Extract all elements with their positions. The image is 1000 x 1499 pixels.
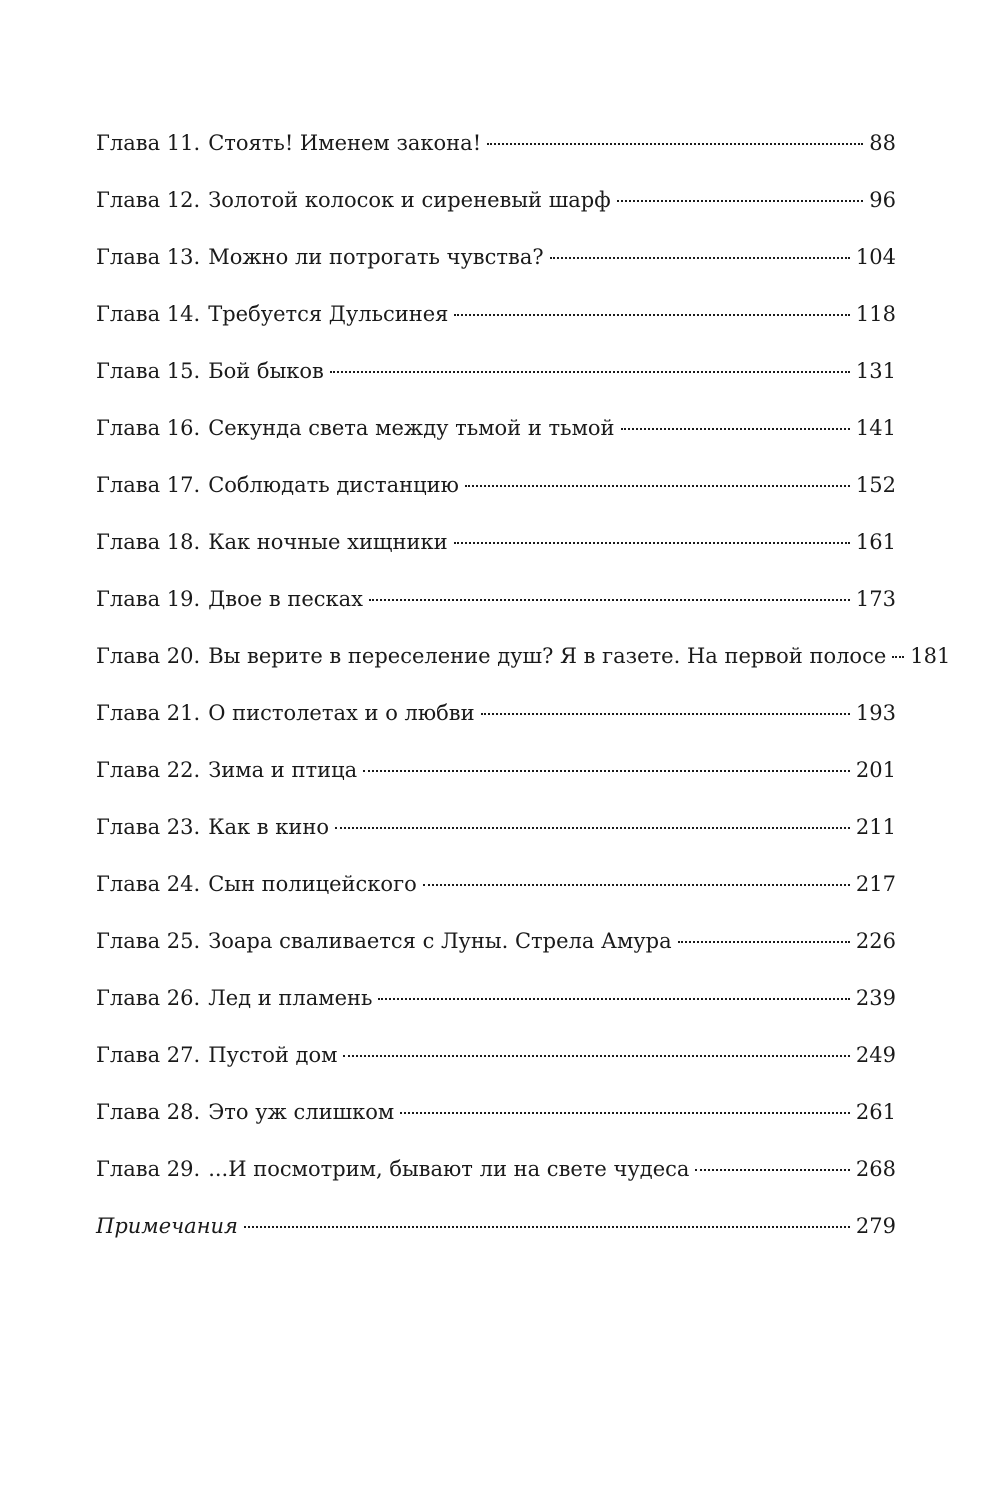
chapter-label: Глава 19. <box>96 587 201 611</box>
chapter-label: Глава 27. <box>96 1043 201 1067</box>
toc-entry <box>96 755 896 812</box>
page-number: 173 <box>855 587 896 611</box>
page-number: 217 <box>855 872 896 896</box>
page-number: 239 <box>855 986 896 1010</box>
dot-leader <box>378 998 849 1000</box>
dot-leader <box>335 827 850 829</box>
chapter-title: Вы верите в переселение душ? Я в газете. На первой полосе <box>208 644 887 668</box>
toc-entry <box>96 812 896 869</box>
chapter-label: Глава 29. <box>96 1157 201 1181</box>
chapter-label: Глава 22. <box>96 758 201 782</box>
page-number: 226 <box>855 929 896 953</box>
chapter-title: ...И посмотрим, бывают ли на свете чудеса <box>208 1157 690 1181</box>
dot-leader <box>678 941 850 943</box>
dot-leader <box>465 485 850 487</box>
chapter-title: Зима и птица <box>208 758 358 782</box>
dot-leader <box>481 713 850 715</box>
chapter-title: Золотой колосок и сиреневый шарф <box>208 188 611 212</box>
chapter-title: Можно ли потрогать чувства? <box>208 245 544 269</box>
dot-leader <box>363 770 850 772</box>
dot-leader <box>423 884 850 886</box>
page-number: 141 <box>855 416 896 440</box>
dot-leader <box>454 314 849 316</box>
toc-entry <box>96 128 896 185</box>
chapter-label: Глава 20. <box>96 644 201 668</box>
chapter-label: Глава 15. <box>96 359 201 383</box>
toc-entry <box>96 356 896 413</box>
dot-leader <box>454 542 850 544</box>
page-number: 152 <box>855 473 896 497</box>
chapter-label: Глава 24. <box>96 872 201 896</box>
notes-title: Примечания <box>96 1214 238 1238</box>
table-of-contents <box>96 128 951 1268</box>
toc-entry <box>96 242 896 299</box>
chapter-title: Как в кино <box>208 815 330 839</box>
dot-leader <box>330 371 850 373</box>
dot-leader <box>621 428 850 430</box>
chapter-title: Соблюдать дистанцию <box>208 473 459 497</box>
page-number: 96 <box>869 188 896 212</box>
chapter-label: Глава 16. <box>96 416 201 440</box>
page-number: 118 <box>855 302 896 326</box>
dot-leader <box>550 257 850 259</box>
chapter-title: Как ночные хищники <box>208 530 448 554</box>
page-number: 268 <box>855 1157 896 1181</box>
toc-entry <box>96 527 896 584</box>
dot-leader <box>617 200 864 202</box>
toc-entry <box>96 926 896 983</box>
chapter-title: Сын полицейского <box>208 872 417 896</box>
dot-leader <box>343 1055 849 1057</box>
chapter-title: Двое в песках <box>208 587 364 611</box>
toc-entry-notes <box>96 1211 896 1268</box>
toc-entry <box>96 869 896 926</box>
page-number: 104 <box>855 245 896 269</box>
chapter-title: Лед и пламень <box>208 986 373 1010</box>
chapter-title: О пистолетах и о любви <box>208 701 475 725</box>
toc-entry <box>96 470 896 527</box>
toc-entry <box>96 1154 896 1211</box>
chapter-label: Глава 13. <box>96 245 201 269</box>
dot-leader <box>244 1226 850 1228</box>
toc-entry <box>96 299 896 356</box>
page-number: 161 <box>855 530 896 554</box>
chapter-label: Глава 23. <box>96 815 201 839</box>
chapter-label: Глава 11. <box>96 131 201 155</box>
chapter-title: Секунда света между тьмой и тьмой <box>208 416 615 440</box>
chapter-label: Глава 28. <box>96 1100 201 1124</box>
toc-entry <box>96 698 896 755</box>
page-number: 181 <box>910 644 951 668</box>
toc-entry <box>96 983 896 1040</box>
page-number: 131 <box>855 359 896 383</box>
dot-leader <box>487 143 863 145</box>
page-number: 88 <box>869 131 896 155</box>
page-number: 193 <box>855 701 896 725</box>
chapter-title: Это уж слишком <box>208 1100 395 1124</box>
page-number: 201 <box>855 758 896 782</box>
chapter-label: Глава 12. <box>96 188 201 212</box>
page-number: 249 <box>855 1043 896 1067</box>
page-number: 261 <box>855 1100 896 1124</box>
chapter-label: Глава 17. <box>96 473 201 497</box>
dot-leader <box>369 599 850 601</box>
chapter-title: Стоять! Именем закона! <box>208 131 482 155</box>
dot-leader <box>400 1112 850 1114</box>
toc-entry <box>96 413 896 470</box>
chapter-label: Глава 18. <box>96 530 201 554</box>
chapter-label: Глава 26. <box>96 986 201 1010</box>
dot-leader <box>695 1169 849 1171</box>
page-number: 211 <box>855 815 896 839</box>
toc-entry <box>96 1097 896 1154</box>
chapter-title: Пустой дом <box>208 1043 338 1067</box>
chapter-label: Глава 21. <box>96 701 201 725</box>
chapter-label: Глава 14. <box>96 302 201 326</box>
chapter-title: Бой быков <box>208 359 324 383</box>
chapter-title: Требуется Дульсинея <box>208 302 449 326</box>
toc-entry <box>96 641 951 698</box>
dot-leader <box>892 656 904 658</box>
chapter-title: Зоара сваливается с Луны. Стрела Амура <box>208 929 672 953</box>
toc-entry <box>96 185 896 242</box>
toc-entry <box>96 584 896 641</box>
toc-entry <box>96 1040 896 1097</box>
page-number: 279 <box>855 1214 896 1238</box>
chapter-label: Глава 25. <box>96 929 201 953</box>
